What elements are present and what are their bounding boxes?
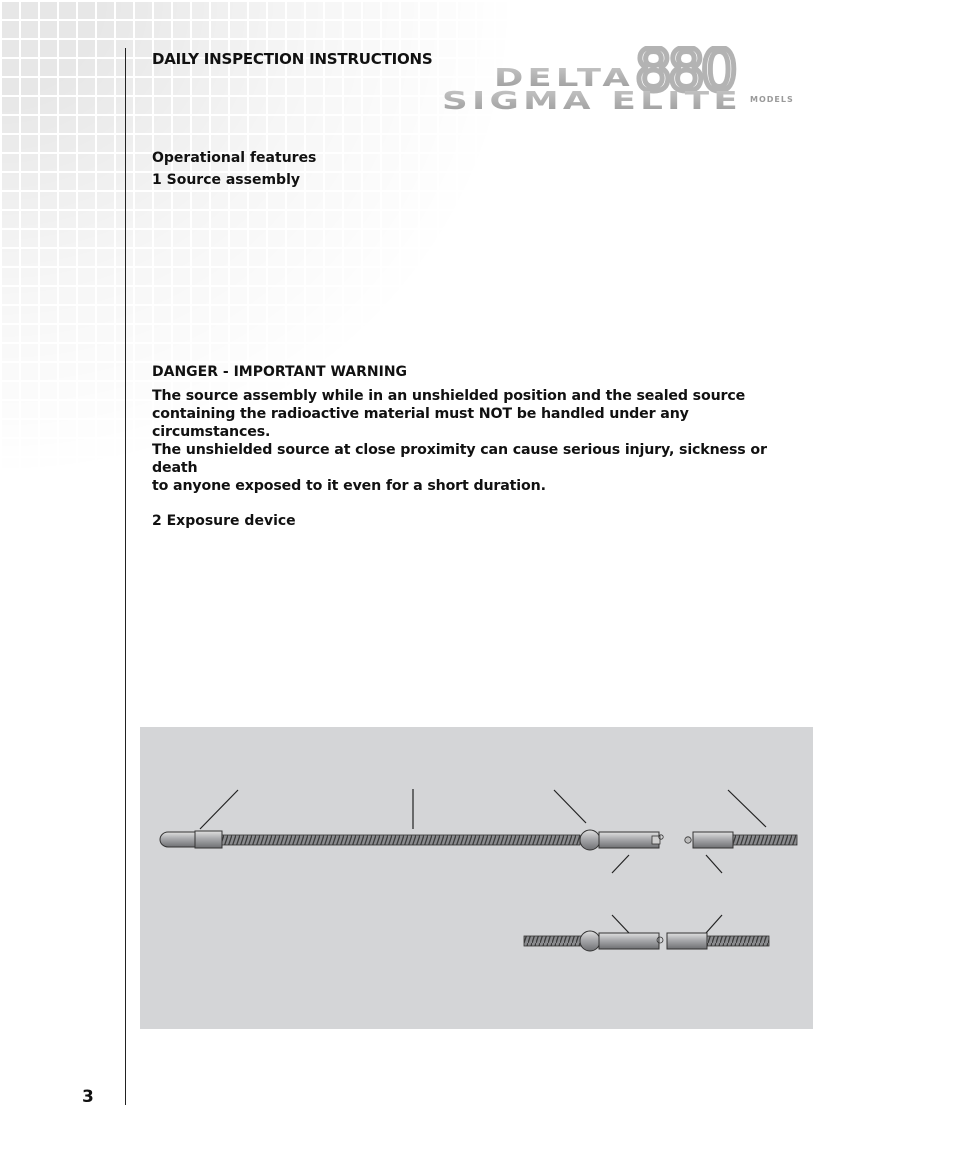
leader-line <box>200 790 238 829</box>
section-heading: Operational features <box>152 150 317 166</box>
leader-line <box>706 915 722 933</box>
drive-cable-coil <box>222 835 580 845</box>
page-title: DAILY INSPECTION INSTRUCTIONS <box>152 50 433 68</box>
source-assembly-figure <box>140 727 813 1029</box>
source-assembly-label: 1 Source assembly <box>152 172 300 188</box>
male-connector <box>693 832 733 848</box>
logo-delta: DELTA <box>494 63 634 92</box>
leader-line <box>612 915 629 933</box>
connected-cable-coil-left <box>524 936 582 946</box>
ball-connector <box>580 931 600 951</box>
warning-line: The unshielded source at close proximity can cause serious injury, sickness or death <box>152 442 767 476</box>
leader-line <box>728 790 766 827</box>
warning-line: to anyone exposed to it even for a short duration. <box>152 478 546 494</box>
male-pin <box>685 837 691 843</box>
control-cable-coil <box>733 835 797 845</box>
leader-line <box>706 855 722 873</box>
warning-heading: DANGER - IMPORTANT WARNING <box>152 364 408 380</box>
warning-text <box>152 387 792 495</box>
source-assembly-diagram <box>140 727 813 1029</box>
logo-models: MODELS <box>750 95 794 104</box>
warning-line: The source assembly while in an unshielded position and the sealed source <box>152 388 746 404</box>
leader-line <box>554 790 586 823</box>
exposure-device-label: 2 Exposure device <box>152 513 296 529</box>
ball-connector <box>580 830 600 850</box>
capsule-sleeve <box>195 831 222 848</box>
female-connector <box>599 933 659 949</box>
male-connector <box>667 933 707 949</box>
product-logo <box>440 46 810 116</box>
connected-cable-coil-right <box>707 936 769 946</box>
page-number: 3 <box>82 1087 94 1107</box>
logo-number: 880 <box>635 46 734 104</box>
margin-rule <box>125 48 126 1105</box>
logo-sigma-elite: SIGMA ELITE <box>442 86 742 115</box>
leader-line <box>612 855 629 873</box>
female-connector <box>599 832 659 848</box>
warning-line: containing the radioactive material must NOT be handled under any circumstances. <box>152 406 689 440</box>
